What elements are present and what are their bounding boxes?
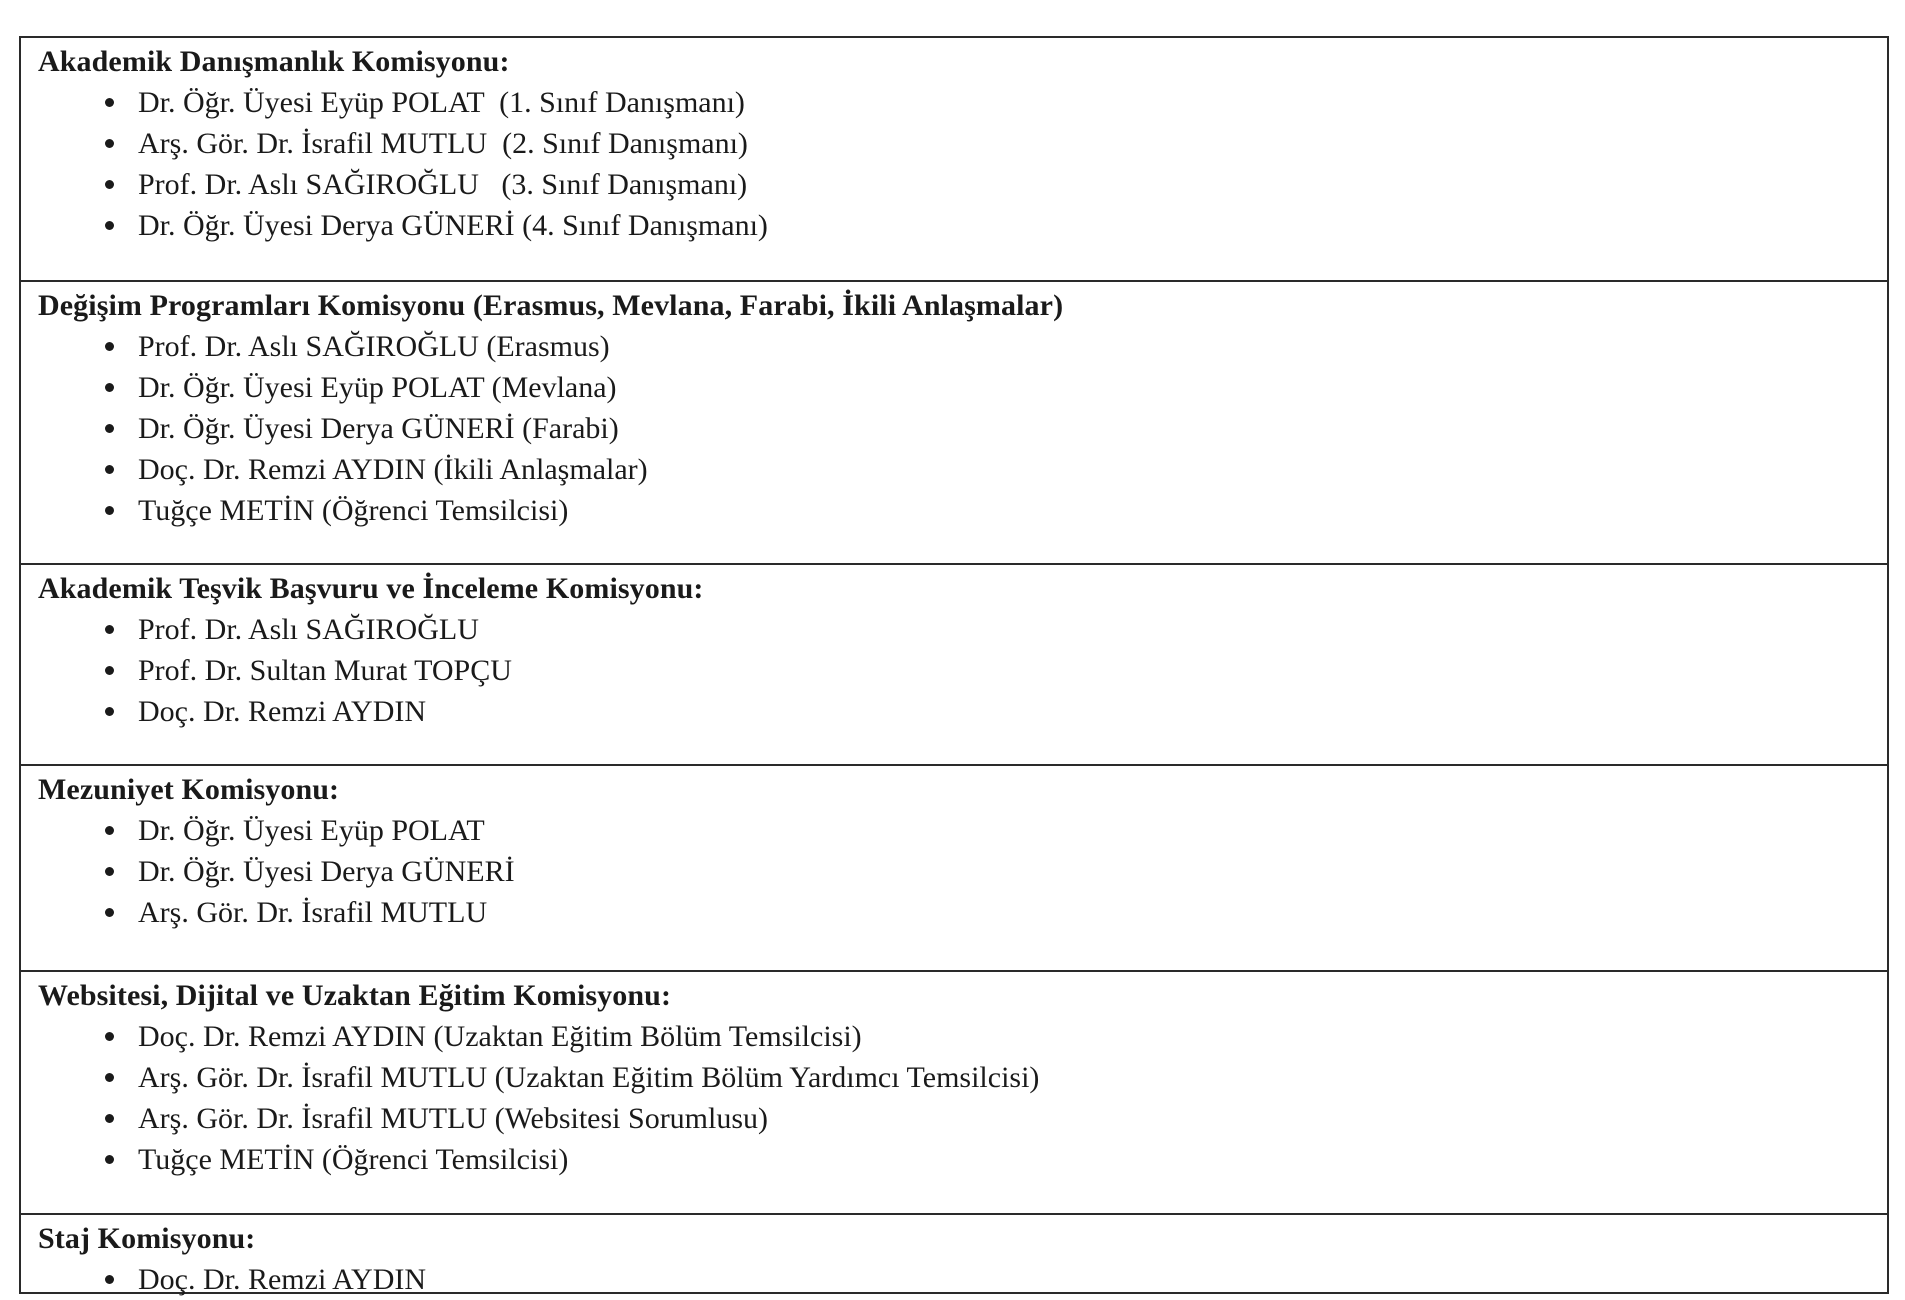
member-list bbox=[38, 609, 1887, 732]
member-name: Tuğçe METİN (Öğrenci Temsilcisi) bbox=[138, 1143, 569, 1176]
member-name: Dr. Öğr. Üyesi Derya GÜNERİ (4. Sınıf Danışmanı) bbox=[138, 209, 768, 242]
bullet-icon bbox=[105, 1073, 114, 1082]
member-name: Dr. Öğr. Üyesi Eyüp POLAT bbox=[138, 814, 485, 847]
list-item bbox=[38, 82, 1887, 123]
member-name: Prof. Dr. Aslı SAĞIROĞLU bbox=[138, 613, 479, 646]
bullet-icon bbox=[105, 867, 114, 876]
member-name: Doç. Dr. Remzi AYDIN (İkili Anlaşmalar) bbox=[138, 453, 648, 486]
bullet-icon bbox=[105, 383, 114, 392]
bullet-icon bbox=[105, 506, 114, 515]
bullet-icon bbox=[105, 1032, 114, 1041]
commission-table bbox=[19, 36, 1889, 1294]
section-akademik-danismanlik bbox=[21, 38, 1887, 280]
bullet-icon bbox=[105, 625, 114, 634]
bullet-icon bbox=[105, 465, 114, 474]
member-name: Dr. Öğr. Üyesi Derya GÜNERİ bbox=[138, 855, 515, 888]
bullet-icon bbox=[105, 1114, 114, 1123]
bullet-icon bbox=[105, 98, 114, 107]
section-title: Akademik Danışmanlık Komisyonu: bbox=[38, 45, 510, 78]
list-item bbox=[38, 490, 1887, 531]
section-title: Değişim Programları Komisyonu (Erasmus, Mevlana, Farabi, İkili Anlaşmalar) bbox=[38, 289, 1064, 322]
bullet-icon bbox=[105, 707, 114, 716]
list-item bbox=[38, 810, 1887, 851]
member-name: Arş. Gör. Dr. İsrafil MUTLU (Websitesi Sorumlusu) bbox=[138, 1102, 769, 1135]
member-list bbox=[38, 810, 1887, 933]
member-name: Dr. Öğr. Üyesi Eyüp POLAT (Mevlana) bbox=[138, 371, 617, 404]
member-list bbox=[38, 1016, 1887, 1180]
list-item bbox=[38, 123, 1887, 164]
list-item bbox=[38, 1016, 1887, 1057]
bullet-icon bbox=[105, 826, 114, 835]
member-name: Doç. Dr. Remzi AYDIN bbox=[138, 695, 427, 728]
member-name: Dr. Öğr. Üyesi Derya GÜNERİ (Farabi) bbox=[138, 412, 619, 445]
member-name: Prof. Dr. Sultan Murat TOPÇU bbox=[138, 654, 512, 687]
bullet-icon bbox=[105, 1155, 114, 1164]
section-akademik-tesvik bbox=[21, 563, 1887, 764]
member-name: Doç. Dr. Remzi AYDIN (Uzaktan Eğitim Bölüm Temsilcisi) bbox=[138, 1020, 862, 1053]
section-title: Mezuniyet Komisyonu: bbox=[38, 773, 340, 806]
bullet-icon bbox=[105, 424, 114, 433]
section-staj bbox=[21, 1213, 1887, 1296]
list-item bbox=[38, 164, 1887, 205]
section-title: Staj Komisyonu: bbox=[38, 1222, 256, 1255]
member-name: Arş. Gör. Dr. İsrafil MUTLU (Uzaktan Eğitim Bölüm Yardımcı Temsilcisi) bbox=[138, 1061, 1040, 1094]
list-item bbox=[38, 205, 1887, 246]
bullet-icon bbox=[105, 139, 114, 148]
list-item bbox=[38, 851, 1887, 892]
list-item bbox=[38, 892, 1887, 933]
member-list bbox=[38, 326, 1887, 531]
list-item bbox=[38, 691, 1887, 732]
section-mezuniyet bbox=[21, 764, 1887, 970]
list-item bbox=[38, 609, 1887, 650]
list-item bbox=[38, 367, 1887, 408]
bullet-icon bbox=[105, 342, 114, 351]
member-list bbox=[38, 82, 1887, 246]
list-item bbox=[38, 449, 1887, 490]
bullet-icon bbox=[105, 1275, 114, 1284]
bullet-icon bbox=[105, 221, 114, 230]
bullet-icon bbox=[105, 908, 114, 917]
section-title: Websitesi, Dijital ve Uzaktan Eğitim Komisyonu: bbox=[38, 979, 672, 1012]
member-name: Prof. Dr. Aslı SAĞIROĞLU (3. Sınıf Danışmanı) bbox=[138, 168, 748, 201]
section-websitesi-dijital bbox=[21, 970, 1887, 1213]
member-name: Arş. Gör. Dr. İsrafil MUTLU bbox=[138, 896, 488, 929]
member-name: Dr. Öğr. Üyesi Eyüp POLAT (1. Sınıf Danışmanı) bbox=[138, 86, 745, 119]
list-item bbox=[38, 1139, 1887, 1180]
member-name: Tuğçe METİN (Öğrenci Temsilcisi) bbox=[138, 494, 569, 527]
list-item bbox=[38, 326, 1887, 367]
section-title: Akademik Teşvik Başvuru ve İnceleme Komisyonu: bbox=[38, 572, 704, 605]
member-name: Arş. Gör. Dr. İsrafil MUTLU (2. Sınıf Danışmanı) bbox=[138, 127, 748, 160]
list-item bbox=[38, 1259, 1887, 1300]
list-item bbox=[38, 408, 1887, 449]
section-degisim-programlari bbox=[21, 280, 1887, 563]
list-item bbox=[38, 650, 1887, 691]
list-item bbox=[38, 1098, 1887, 1139]
bullet-icon bbox=[105, 666, 114, 675]
member-name: Doç. Dr. Remzi AYDIN bbox=[138, 1263, 427, 1296]
bullet-icon bbox=[105, 180, 114, 189]
member-name: Prof. Dr. Aslı SAĞIROĞLU (Erasmus) bbox=[138, 330, 610, 363]
member-list bbox=[38, 1259, 1887, 1300]
list-item bbox=[38, 1057, 1887, 1098]
